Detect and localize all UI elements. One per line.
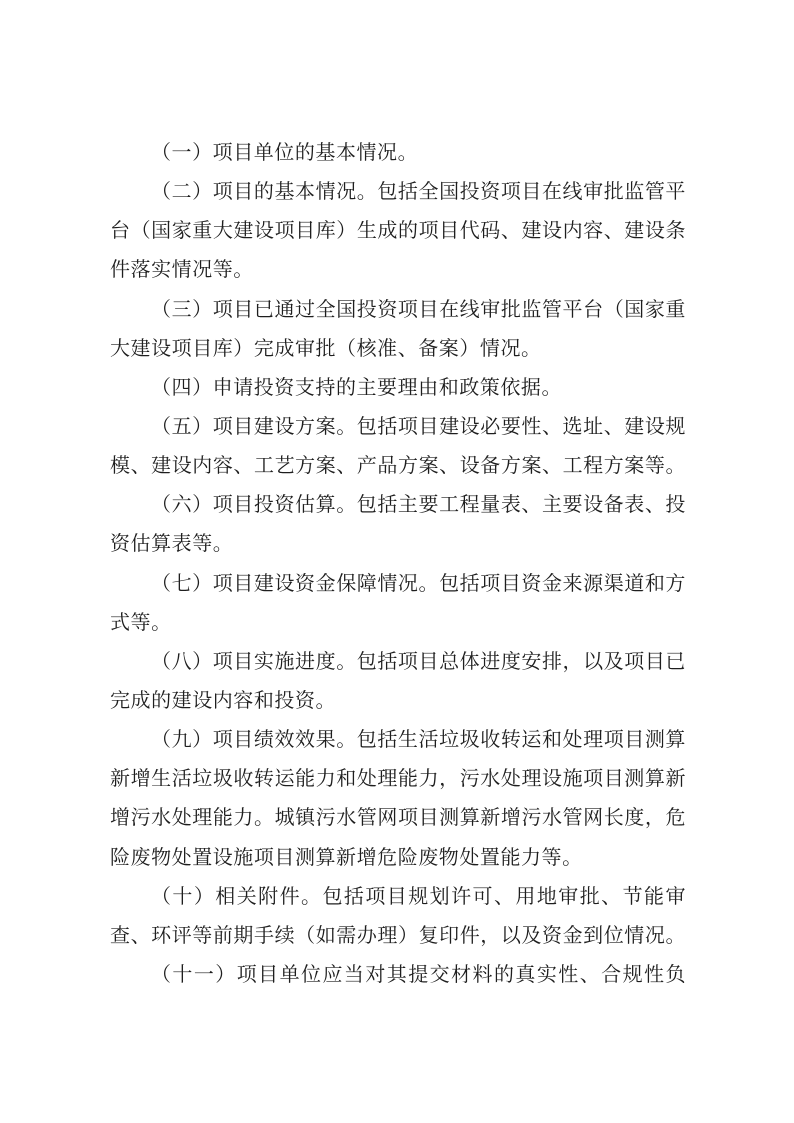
paragraph-6 bbox=[110, 485, 686, 563]
paragraph-line: 险废物处置设施项目测算新增危险废物处置能力等。 bbox=[110, 844, 583, 869]
paragraph-line: 式等。 bbox=[110, 609, 172, 634]
paragraph-line: 大建设项目库）完成审批（核准、备案）情况。 bbox=[110, 335, 542, 360]
paragraph-line: （一）项目单位的基本情况。 bbox=[151, 140, 419, 164]
paragraph-line: （六）项目投资估算。包括主要工程量表、主要设备表、投 bbox=[151, 492, 686, 517]
paragraph-line: 件落实情况等。 bbox=[110, 257, 254, 282]
paragraph-line: （三）项目已通过全国投资项目在线审批监管平台（国家重 bbox=[151, 296, 686, 321]
document-body bbox=[110, 133, 686, 994]
paragraph-line: 增污水处理能力。城镇污水管网项目测算新增污水管网长度，危 bbox=[110, 805, 686, 830]
paragraph-line: 查、环评等前期手续（如需办理）复印件，以及资金到位情况。 bbox=[110, 922, 686, 947]
paragraph-line: （八）项目实施进度。包括项目总体进度安排，以及项目已 bbox=[151, 648, 686, 673]
paragraph-8 bbox=[110, 642, 686, 720]
paragraph-line: （九）项目绩效效果。包括生活垃圾收转运和处理项目测算 bbox=[151, 727, 686, 752]
paragraph-3 bbox=[110, 290, 686, 368]
paragraph-7 bbox=[110, 564, 686, 642]
paragraph-10 bbox=[110, 877, 686, 955]
paragraph-line: 资估算表等。 bbox=[110, 531, 234, 556]
paragraph-1 bbox=[110, 133, 686, 172]
paragraph-2 bbox=[110, 172, 686, 289]
paragraph-line: （十）相关附件。包括项目规划许可、用地审批、节能审 bbox=[151, 883, 686, 908]
paragraph-line: 完成的建设内容和投资。 bbox=[110, 687, 337, 712]
paragraph-line: 台（国家重大建设项目库）生成的项目代码、建设内容、建设条 bbox=[110, 218, 686, 243]
paragraph-9 bbox=[110, 720, 686, 877]
paragraph-line: 新增生活垃圾收转运能力和处理能力，污水处理设施项目测算新 bbox=[110, 766, 686, 791]
paragraph-line: （十一）项目单位应当对其提交材料的真实性、合规性负 bbox=[151, 961, 686, 986]
paragraph-line: （四）申请投资支持的主要理由和政策依据。 bbox=[151, 374, 562, 399]
paragraph-4 bbox=[110, 368, 686, 407]
paragraph-line: 模、建设内容、工艺方案、产品方案、设备方案、工程方案等。 bbox=[110, 453, 686, 478]
paragraph-line: （七）项目建设资金保障情况。包括项目资金来源渠道和方 bbox=[151, 570, 686, 595]
paragraph-line: （五）项目建设方案。包括项目建设必要性、选址、建设规 bbox=[151, 413, 686, 438]
paragraph-11 bbox=[110, 955, 686, 994]
paragraph-5 bbox=[110, 407, 686, 485]
paragraph-line: （二）项目的基本情况。包括全国投资项目在线审批监管平 bbox=[151, 179, 686, 204]
